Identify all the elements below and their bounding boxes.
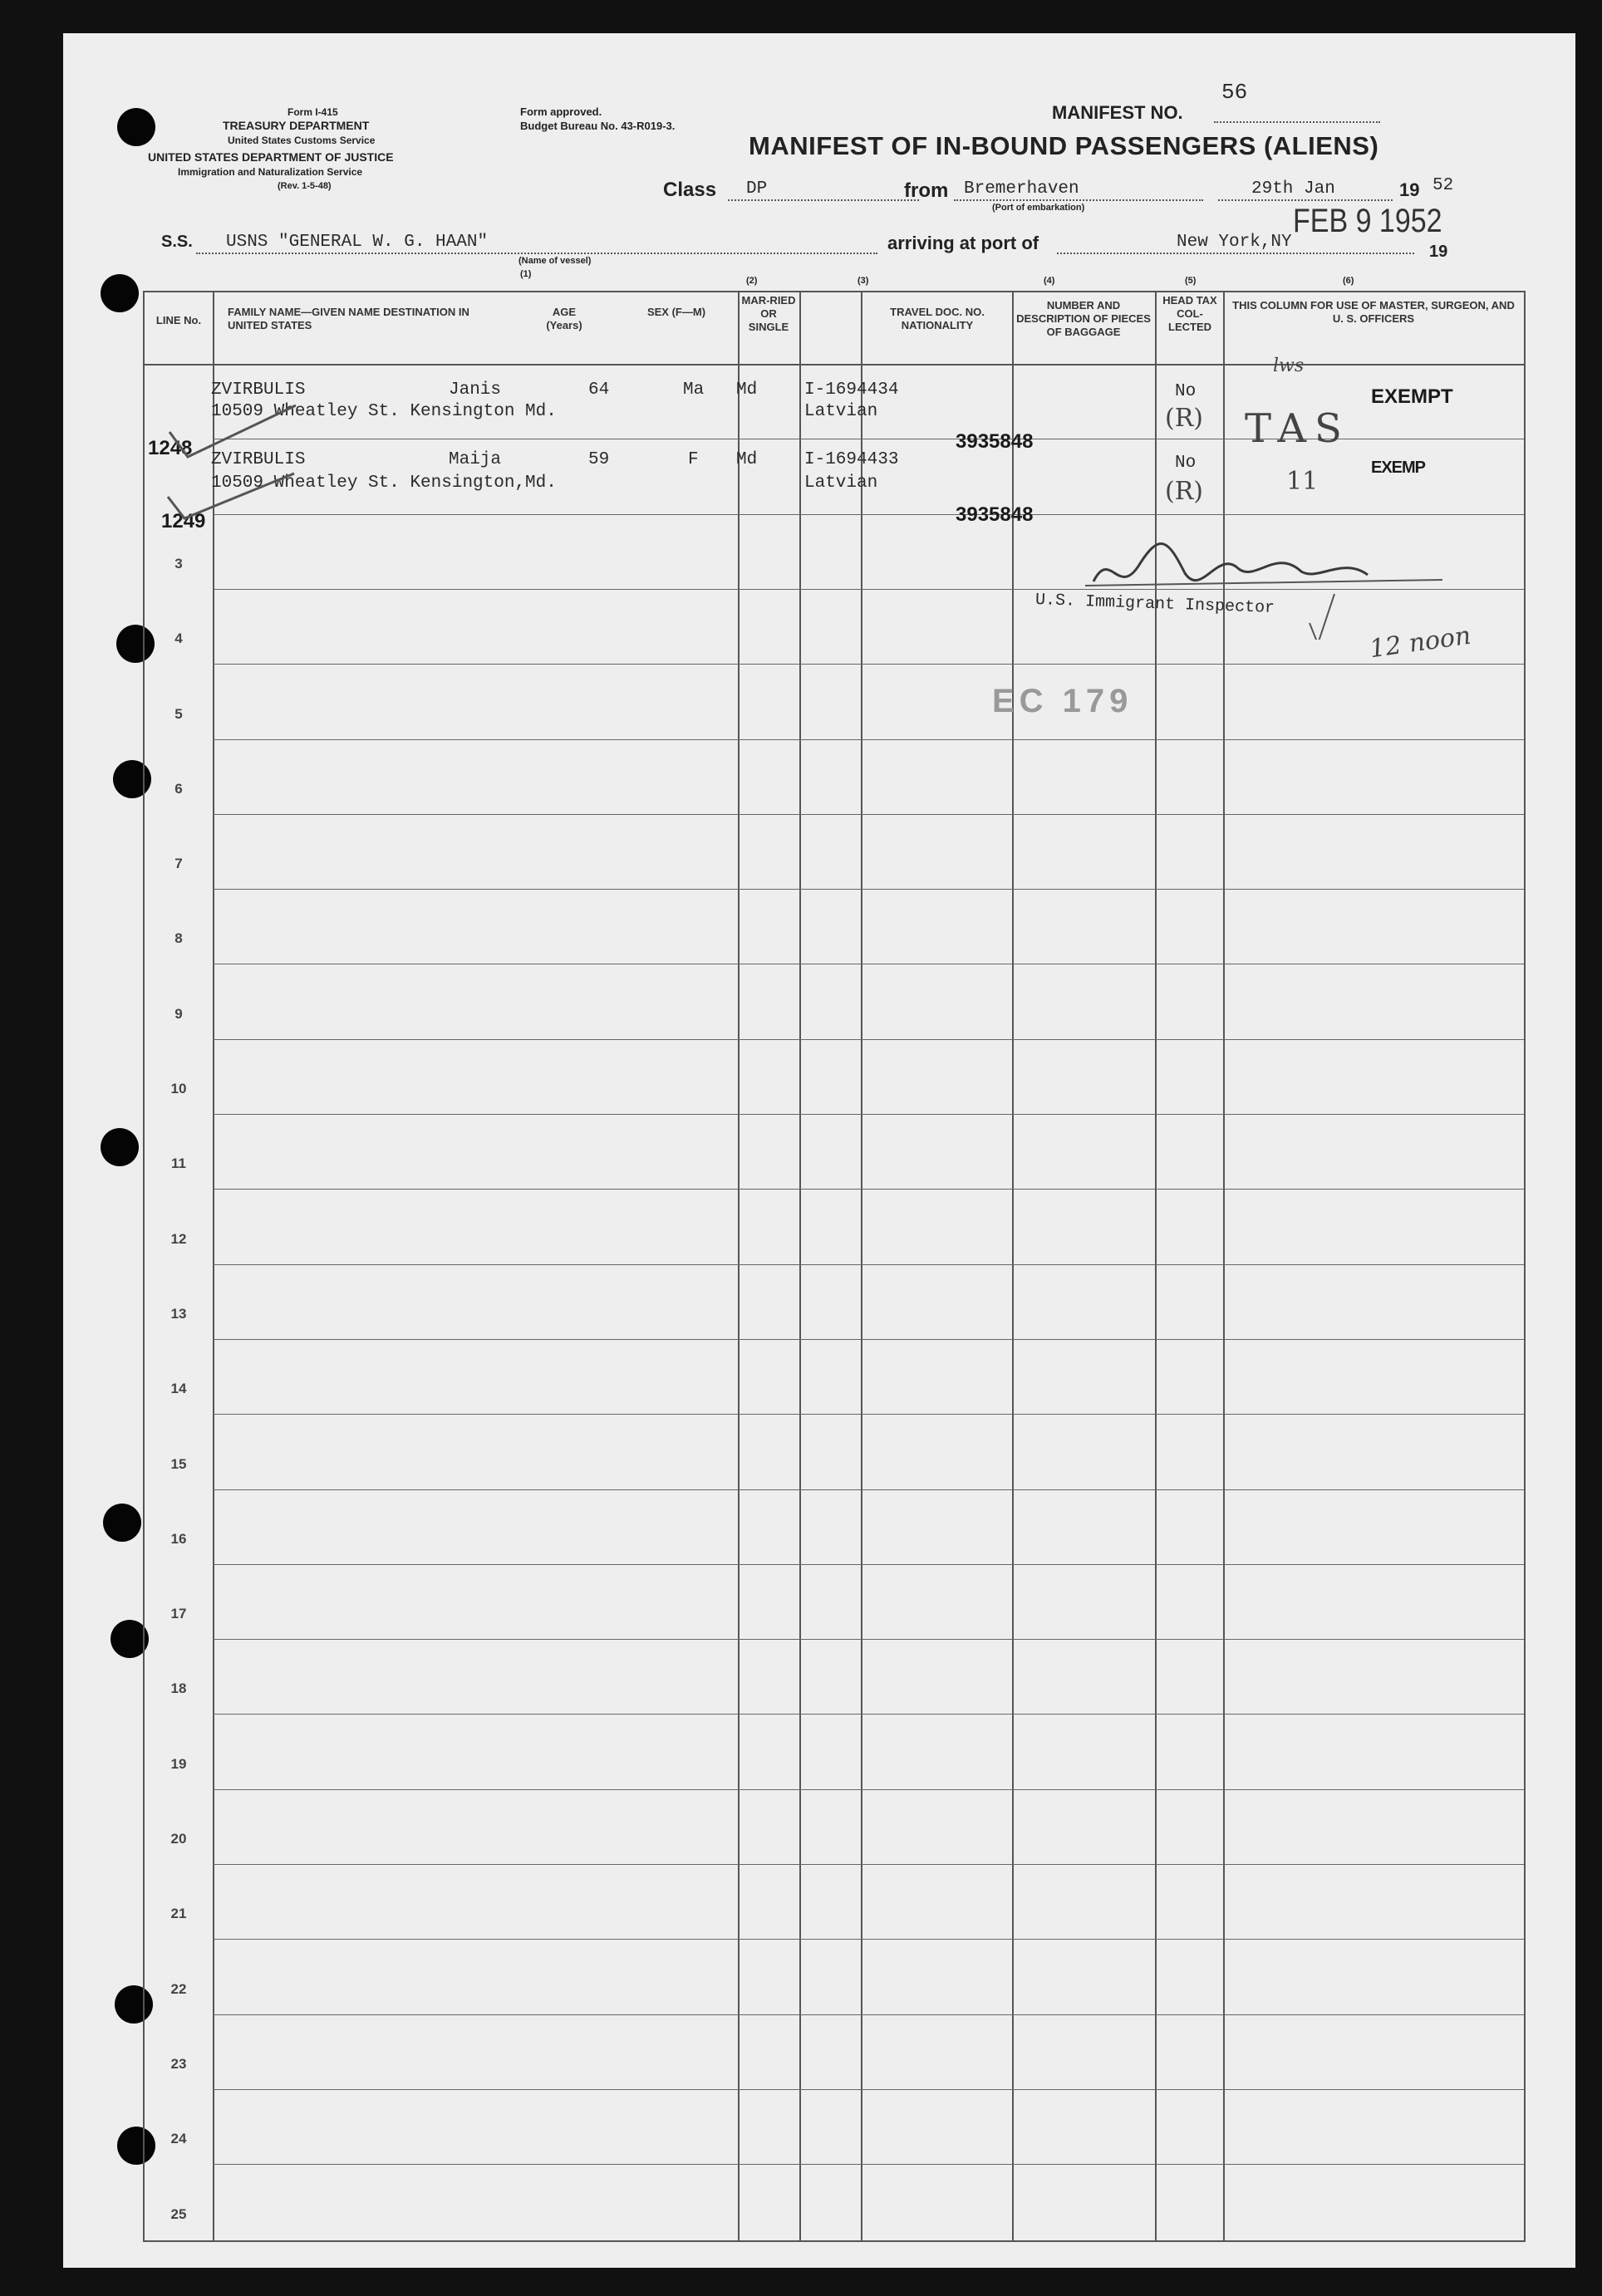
binder-hole — [117, 108, 155, 146]
row-number: 4 — [174, 630, 183, 647]
header-baggage: NUMBER AND DESCRIPTION OF PIECES OF BAGGAGE — [1016, 299, 1151, 338]
header-sex: SEX (F—M) — [646, 306, 706, 318]
page-title: MANIFEST OF IN-BOUND PASSENGERS (ALIENS) — [749, 131, 1379, 160]
table-row-line — [213, 514, 1524, 515]
table-row-line — [213, 1039, 1524, 1040]
row-number: 11 — [171, 1155, 186, 1172]
row-number: 24 — [170, 2131, 187, 2147]
passenger-2-doc: I-1694433 — [804, 450, 899, 469]
column-5-number: (5) — [1185, 276, 1197, 286]
table-row-line — [213, 1489, 1524, 1490]
passenger-1-head-tax: No — [1175, 382, 1197, 401]
arrival-date-stamp: FEB 9 1952 — [1293, 203, 1442, 239]
table-row-line — [213, 1114, 1524, 1115]
manifest-no-label: MANIFEST NO. — [1052, 102, 1183, 123]
treasury-department: TREASURY DEPARTMENT — [223, 119, 370, 132]
row-number: 22 — [170, 1980, 187, 1997]
passenger-1-exempt: EXEMPT — [1371, 385, 1453, 408]
manifest-sheet — [63, 33, 1575, 2268]
column-2-number: (2) — [746, 276, 758, 286]
from-value: Bremerhaven — [964, 179, 1079, 199]
vessel-caption: (Name of vessel) — [518, 256, 592, 266]
time-note: 12 noon — [1368, 621, 1473, 665]
ec-stamp: EC 179 — [992, 683, 1133, 719]
row-number: 21 — [170, 1906, 187, 1922]
row-number: 14 — [170, 1381, 187, 1397]
header-line-no: LINE No. — [155, 314, 202, 326]
table-row-line — [213, 1639, 1524, 1640]
table-row-line — [213, 1714, 1524, 1715]
year-prefix: 19 — [1399, 179, 1420, 200]
passenger-1-baggage: 3935848 — [956, 430, 1034, 453]
table-row-line — [213, 1189, 1524, 1190]
ins-label: Immigration and Naturalization Service — [178, 166, 363, 178]
revision-label: (Rev. 1-5-48) — [278, 181, 332, 191]
officer-ditto-mark: 11 — [1286, 467, 1319, 496]
table-row-line — [213, 1939, 1524, 1940]
passenger-2-given: Maija — [449, 450, 502, 469]
passenger-2-sex: F — [688, 450, 699, 469]
row-number: 6 — [174, 780, 183, 797]
header-married: MAR-RIED OR SINGLE — [741, 294, 796, 333]
table-row-line — [213, 1414, 1524, 1415]
table-row-line — [213, 664, 1524, 665]
manifest-no: 56 — [1221, 80, 1248, 105]
arrival-year-prefix: 19 — [1429, 243, 1448, 261]
passenger-1-nationality: Latvian — [804, 402, 878, 421]
row-number: 18 — [170, 1680, 187, 1697]
row-number: 12 — [170, 1230, 187, 1247]
table-row-line — [213, 2089, 1524, 2090]
class-value: DP — [746, 179, 768, 199]
passenger-1-sex: Ma — [683, 380, 705, 400]
form-number: Form I-415 — [287, 106, 338, 118]
year-value: 52 — [1432, 176, 1454, 195]
header-head-tax: HEAD TAX COL-LECTED — [1162, 294, 1217, 333]
passenger-2-age: 59 — [588, 450, 610, 469]
passenger-1-doc: I-1694434 — [804, 380, 899, 400]
column-3-number: (3) — [858, 276, 869, 286]
column-6-number: (6) — [1343, 276, 1354, 286]
header-age: AGE (Years) — [546, 306, 582, 331]
passenger-2-head-tax: No — [1175, 454, 1197, 473]
from-label: from — [904, 179, 949, 202]
check-mark-icon — [161, 469, 302, 535]
binder-hole — [101, 274, 139, 312]
check-mark-icon — [163, 399, 304, 473]
passenger-2-head-tax-mark: (R) — [1165, 477, 1203, 506]
row-number: 8 — [174, 930, 183, 947]
passenger-2-line-stamp: 1249 — [161, 510, 206, 532]
row-number: 3 — [174, 555, 183, 572]
arrival-port: New York,NY — [1177, 233, 1292, 252]
budget-bureau: Budget Bureau No. 43-R019-3. — [520, 120, 676, 132]
passenger-1-destination: 10509 Wheatley St. Kensington Md. — [211, 402, 557, 421]
vessel-prefix: S.S. — [161, 233, 193, 251]
passenger-1-given: Janis — [449, 380, 502, 400]
passenger-2-baggage: 3935848 — [956, 503, 1034, 526]
row-number: 23 — [170, 2055, 187, 2072]
row-number: 13 — [170, 1305, 187, 1322]
inspector-signature — [1060, 523, 1492, 640]
column-1-number: (1) — [520, 269, 532, 279]
vessel-name: USNS "GENERAL W. G. HAAN" — [226, 233, 489, 252]
row-number: 17 — [170, 1606, 187, 1622]
row-number: 15 — [170, 1455, 187, 1472]
passenger-2-married: Md — [736, 450, 758, 469]
table-row-line — [213, 1864, 1524, 1865]
department-of-justice: UNITED STATES DEPARTMENT OF JUSTICE — [148, 150, 394, 164]
table-row-line — [213, 814, 1524, 815]
table-row-line — [213, 889, 1524, 890]
table-row-line — [213, 2014, 1524, 2015]
row-number: 7 — [174, 856, 183, 872]
officer-initials: lws — [1273, 356, 1305, 376]
arriving-label: arriving at port of — [887, 233, 1039, 253]
header-name-destination: FAMILY NAME—GIVEN NAME DESTINATION IN UNITED STATES — [228, 306, 469, 331]
table-row-line — [213, 1564, 1524, 1565]
header-travel-doc: TRAVEL DOC. NO. NATIONALITY — [890, 306, 985, 331]
passenger-2-destination: 10509 Wheatley St. Kensington,Md. — [211, 473, 557, 493]
binder-hole — [103, 1504, 141, 1542]
column-4-number: (4) — [1044, 276, 1055, 286]
row-number: 25 — [170, 2205, 187, 2222]
header-officers: THIS COLUMN FOR USE OF MASTER, SURGEON, AND U. S. OFFICERS — [1232, 299, 1515, 325]
table-row-line — [213, 1264, 1524, 1265]
port-embarkation-caption: (Port of embarkation) — [992, 203, 1085, 213]
passenger-2-exempt: EXEMP — [1371, 459, 1426, 477]
inspector-title: U.S. Immigrant Inspector — [1034, 590, 1275, 619]
passenger-1-married: Md — [736, 380, 758, 400]
customs-service: United States Customs Service — [228, 135, 376, 146]
class-label: Class — [663, 179, 717, 201]
row-number: 19 — [170, 1755, 187, 1772]
passenger-2-surname: ZVIRBULIS — [211, 450, 306, 469]
binder-hole — [101, 1128, 139, 1166]
row-number: 16 — [170, 1530, 187, 1547]
passenger-2-nationality: Latvian — [804, 473, 878, 493]
officer-tas-mark: TAS — [1245, 405, 1350, 452]
form-approved: Form approved. — [520, 105, 602, 118]
row-number: 20 — [170, 1831, 187, 1847]
row-number: 10 — [170, 1081, 187, 1096]
row-number: 5 — [174, 705, 183, 722]
table-row-line — [213, 2164, 1524, 2165]
table-row-line — [213, 1789, 1524, 1790]
table-row-line — [213, 1339, 1524, 1340]
row-number: 9 — [174, 1005, 183, 1022]
passenger-1-age: 64 — [588, 380, 610, 400]
passenger-1-line-stamp: 1248 — [148, 437, 193, 459]
table-row-line — [213, 739, 1524, 740]
passenger-1-head-tax-mark: (R) — [1165, 404, 1203, 433]
departure-date: 29th Jan — [1251, 179, 1335, 199]
passenger-1-surname: ZVIRBULIS — [211, 380, 306, 400]
